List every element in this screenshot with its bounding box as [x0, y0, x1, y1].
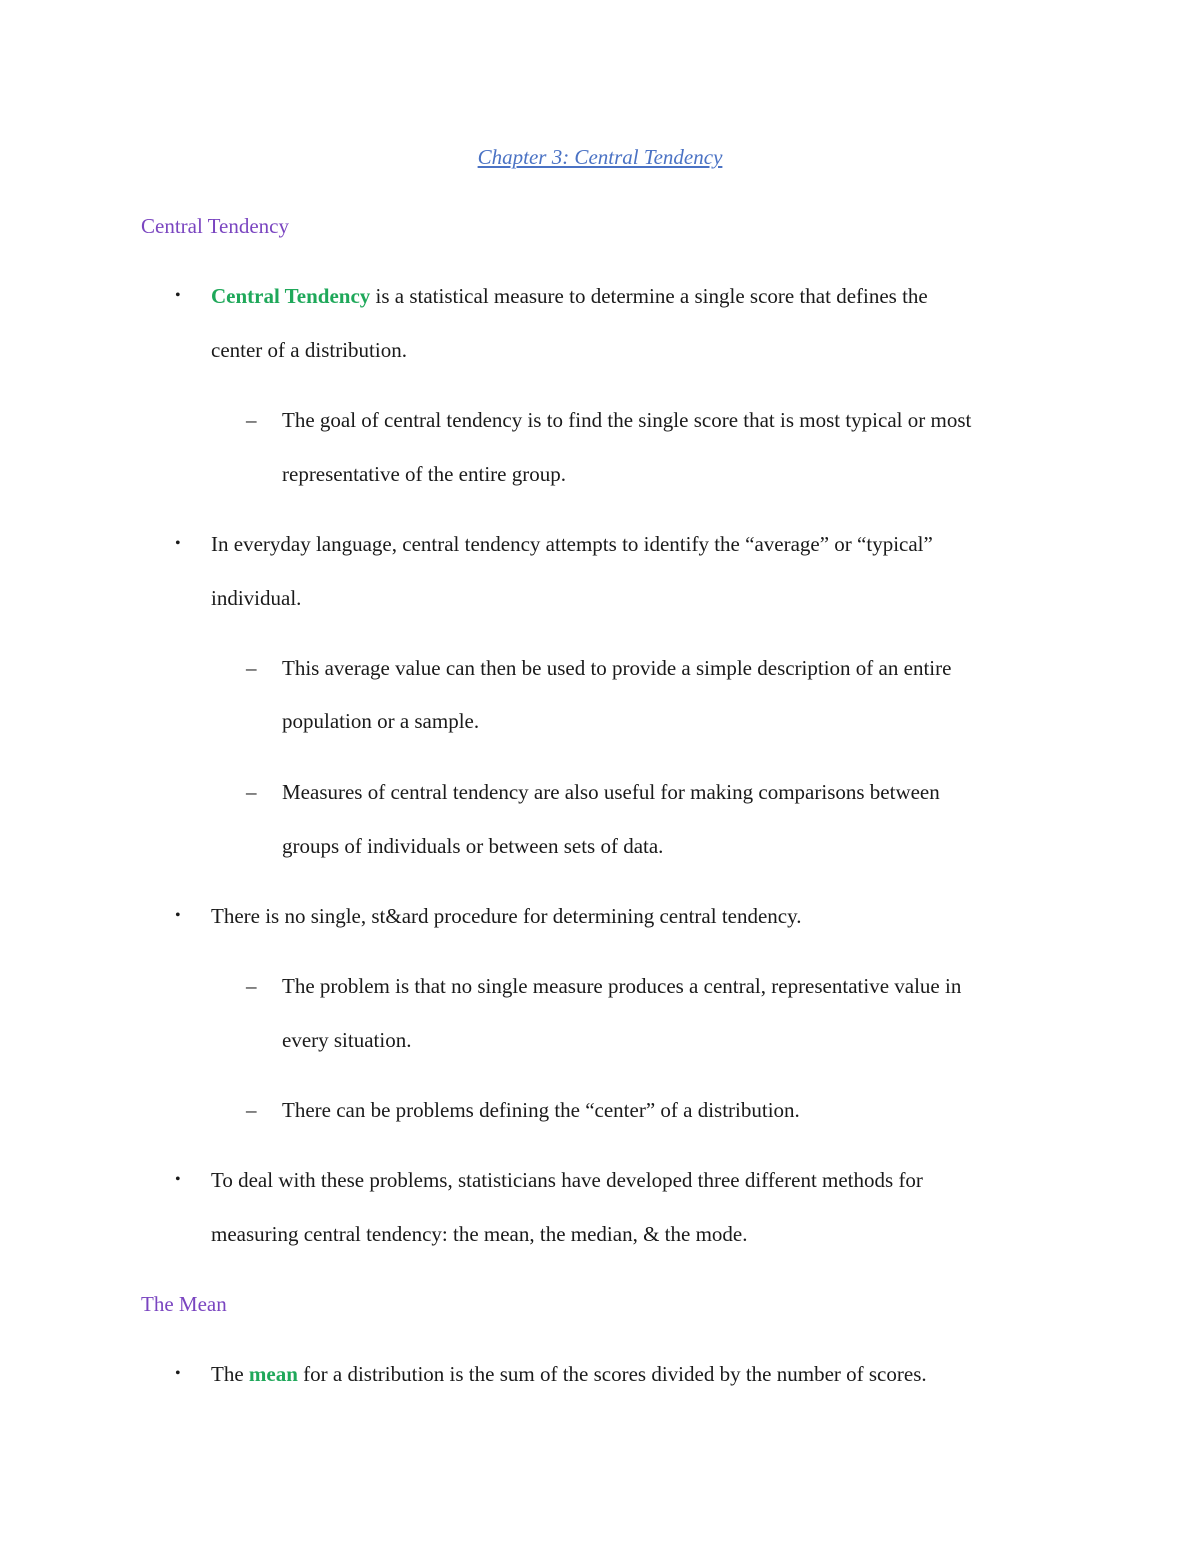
chapter-title: Chapter 3: Central Tendency — [477, 145, 723, 169]
bullet-marker: • — [175, 1365, 181, 1382]
dash-marker: – — [246, 656, 257, 680]
bullet-2-sub-2-line-1: Measures of central tendency are also useful for making comparisons between — [282, 780, 940, 804]
bullet-1-sub-1-line-2: representative of the entire group. — [282, 462, 566, 486]
bullet-1-line-1 — [211, 281, 928, 311]
bullet-5-text: for a distribution is the sum of the scores divided by the number of scores. — [297, 1362, 927, 1386]
term-mean: mean — [248, 1362, 298, 1386]
bullet-marker: • — [175, 535, 181, 552]
dash-marker: – — [246, 408, 257, 432]
bullet-3-sub-1-line-2: every situation. — [282, 1028, 412, 1052]
bullet-5-prefix: The — [211, 1362, 249, 1386]
bullet-3-sub-2-line-1: There can be problems defining the “center” of a distribution. — [282, 1098, 800, 1122]
bullet-1-sub-1-line-1: The goal of central tendency is to find the single score that is most typical or most — [282, 408, 972, 432]
bullet-marker: • — [175, 1171, 181, 1188]
dash-marker: – — [246, 780, 257, 804]
section-heading-central-tendency: Central Tendency — [141, 214, 290, 238]
bullet-5-line-1 — [211, 1359, 927, 1389]
bullet-1-text: is a statistical measure to determine a single score that defines the — [370, 284, 928, 308]
bullet-2-sub-1-line-1: This average value can then be used to provide a simple description of an entire — [282, 656, 952, 680]
bullet-marker: • — [175, 287, 181, 304]
bullet-marker: • — [175, 907, 181, 924]
bullet-3-line-1: There is no single, st&ard procedure for determining central tendency. — [211, 904, 802, 928]
dash-marker: – — [246, 974, 257, 998]
bullet-2-line-1: In everyday language, central tendency attempts to identify the “average” or “typical” — [211, 532, 933, 556]
section-heading-the-mean: The Mean — [141, 1292, 227, 1316]
term-central-tendency: Central Tendency — [211, 284, 371, 308]
bullet-2-sub-1-line-2: population or a sample. — [282, 709, 480, 733]
dash-marker: – — [246, 1098, 257, 1122]
bullet-4-line-1: To deal with these problems, statisticians have developed three different methods for — [211, 1168, 923, 1192]
bullet-4-line-2: measuring central tendency: the mean, the median, & the mode. — [211, 1222, 748, 1246]
bullet-1-line-2: center of a distribution. — [211, 338, 407, 362]
bullet-3-sub-1-line-1: The problem is that no single measure produces a central, representative value in — [282, 974, 962, 998]
bullet-2-sub-2-line-2: groups of individuals or between sets of data. — [282, 834, 664, 858]
bullet-2-line-2: individual. — [211, 586, 302, 610]
